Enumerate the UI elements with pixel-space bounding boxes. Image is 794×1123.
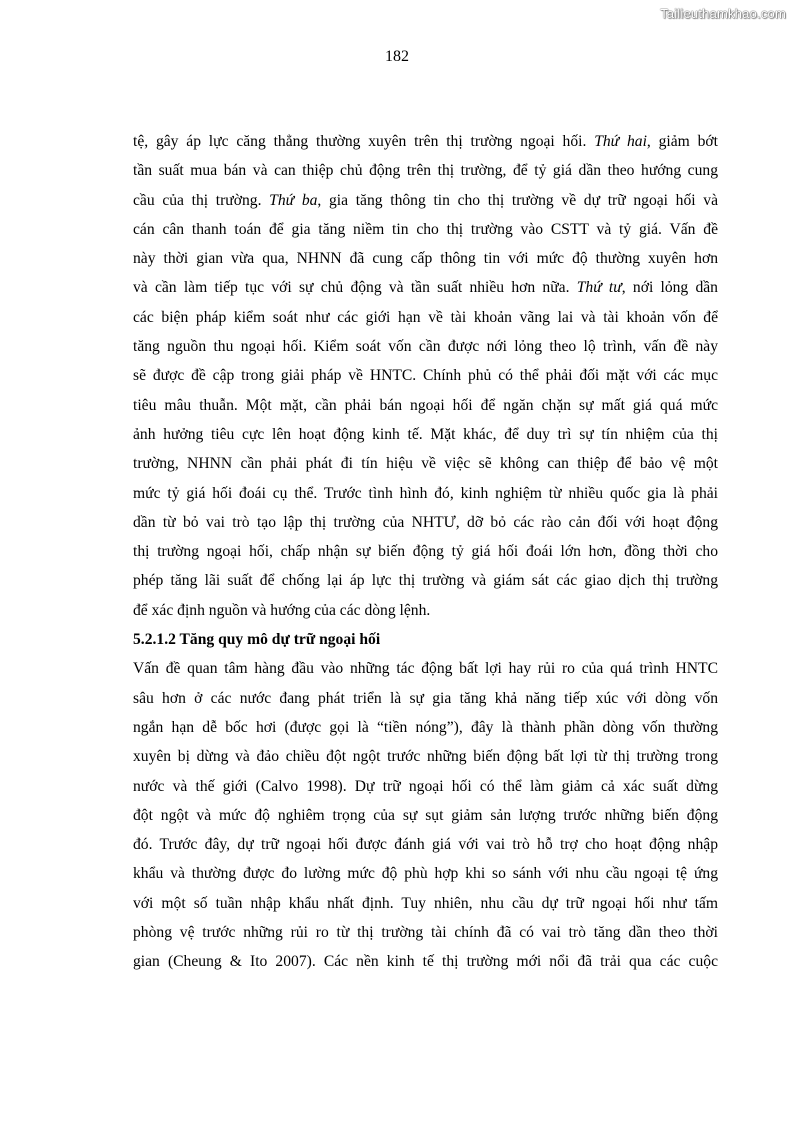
text-line: tiêu mâu thuẫn. Một mặt, cần phải bán ngoại hối để ngăn chặn sự mất giá quá mức: [133, 396, 718, 414]
text-line: thị trường ngoại hối, chấp nhận sự biến động tỷ giá hối đoái lớn hơn, đồng thời cho: [133, 543, 718, 561]
text-line: cầu của thị trường. Thứ ba, gia tăng thông tin cho thị trường về dự trữ ngoại hối và: [133, 191, 719, 209]
text-line: này thời gian vừa qua, NHNN đã cung cấp thông tin với mức độ thường xuyên hơn: [133, 250, 718, 268]
text-line: các biện pháp kiểm soát như các giới hạn về tài khoản vãng lai và tài khoản vốn để: [133, 308, 718, 326]
text-line: tệ, gây áp lực căng thẳng thường xuyên trên thị trường ngoại hối. Thứ hai, giảm bớt: [133, 133, 718, 150]
text-line: ngắn hạn dễ bốc hơi (được gọi là “tiền nóng”), đây là thành phần dòng vốn thường: [133, 718, 718, 736]
paragraph-2: [133, 654, 718, 976]
page-number: 182: [385, 48, 409, 65]
text-line: phép tăng lãi suất để chống lại áp lực thị trường và giám sát các giao dịch thị trường: [133, 572, 718, 590]
section-heading: 5.2.1.2 Tăng quy mô dự trữ ngoại hối: [133, 631, 381, 649]
text-line: tăng nguồn thu ngoại hối. Kiểm soát vốn cần được nới lỏng theo lộ trình, vấn đề này: [133, 338, 718, 356]
text-line: với một số tuần nhập khẩu nhất định. Tuy nhiên, nhu cầu dự trữ ngoại hối như tấm: [133, 894, 718, 912]
text-line: khẩu và thường được đo lường mức độ phù hợp khi so sánh với nhu cầu ngoại tệ ứng: [133, 865, 718, 883]
text-line: cán cân thanh toán để gia tăng niềm tin cho thị trường vào CSTT và tỷ giá. Vấn đề: [133, 220, 718, 238]
text-line: gian (Cheung & Ito 2007). Các nền kinh tế thị trường mới nổi đã trải qua các cuộc: [133, 953, 718, 971]
text-line: đột ngột và mức độ nghiêm trọng của sự sụt giảm sản lượng trước những biến động: [133, 806, 718, 824]
text-line: xuyên bị dừng và đảo chiều đột ngột trước những biến động bất lợi từ thị trường trong: [133, 748, 718, 766]
text-line: dần từ bỏ vai trò tạo lập thị trường của NHTƯ, dỡ bỏ các rào cản đối với hoạt động: [133, 513, 718, 531]
text-line: đó. Trước đây, dự trữ ngoại hối được đánh giá với vai trò hỗ trợ cho hoạt động nhập: [133, 836, 718, 854]
text-line: nước và thế giới (Calvo 1998). Dự trữ ngoại hối có thể làm giảm cả xác suất dừng: [133, 777, 718, 795]
document-body: [133, 127, 718, 977]
text-line: để xác định nguồn và hướng của các dòng lệnh.: [133, 601, 431, 619]
text-line: Vấn đề quan tâm hàng đầu vào những tác động bất lợi hay rủi ro của quá trình HNTC: [133, 660, 718, 678]
text-line: trường, NHNN cần phải phát đi tín hiệu về việc sẽ không can thiệp để bảo vệ một: [133, 455, 718, 473]
watermark: Tailieuthamkhao.com: [660, 6, 786, 21]
text-line: mức tỷ giá hối đoái cụ thể. Trước tình hình đó, kinh nghiệm từ nhiều quốc gia là phải: [133, 484, 718, 502]
text-line: tần suất mua bán và can thiệp chủ động trên thị trường, để tỷ giá dần theo hướng cung: [133, 162, 718, 180]
paragraph-1: [133, 127, 718, 625]
text-line: ảnh hưởng tiêu cực lên hoạt động kinh tế. Mặt khác, để duy trì sự tín nhiệm của thị: [133, 425, 718, 443]
text-line: sẽ được đề cập trong giải pháp về HNTC. Chính phủ có thể phải đối mặt với các mục: [133, 367, 718, 385]
text-line: phòng vệ trước những rủi ro từ thị trường tài chính đã có vai trò tăng dần theo thời: [133, 924, 718, 942]
text-line: và cần làm tiếp tục với sự chủ động và tần suất nhiều hơn nữa. Thứ tư, nới lỏng dần: [133, 279, 718, 297]
text-line: sâu hơn ở các nước đang phát triển là sự gia tăng khả năng tiếp xúc với dòng vốn: [133, 689, 718, 707]
